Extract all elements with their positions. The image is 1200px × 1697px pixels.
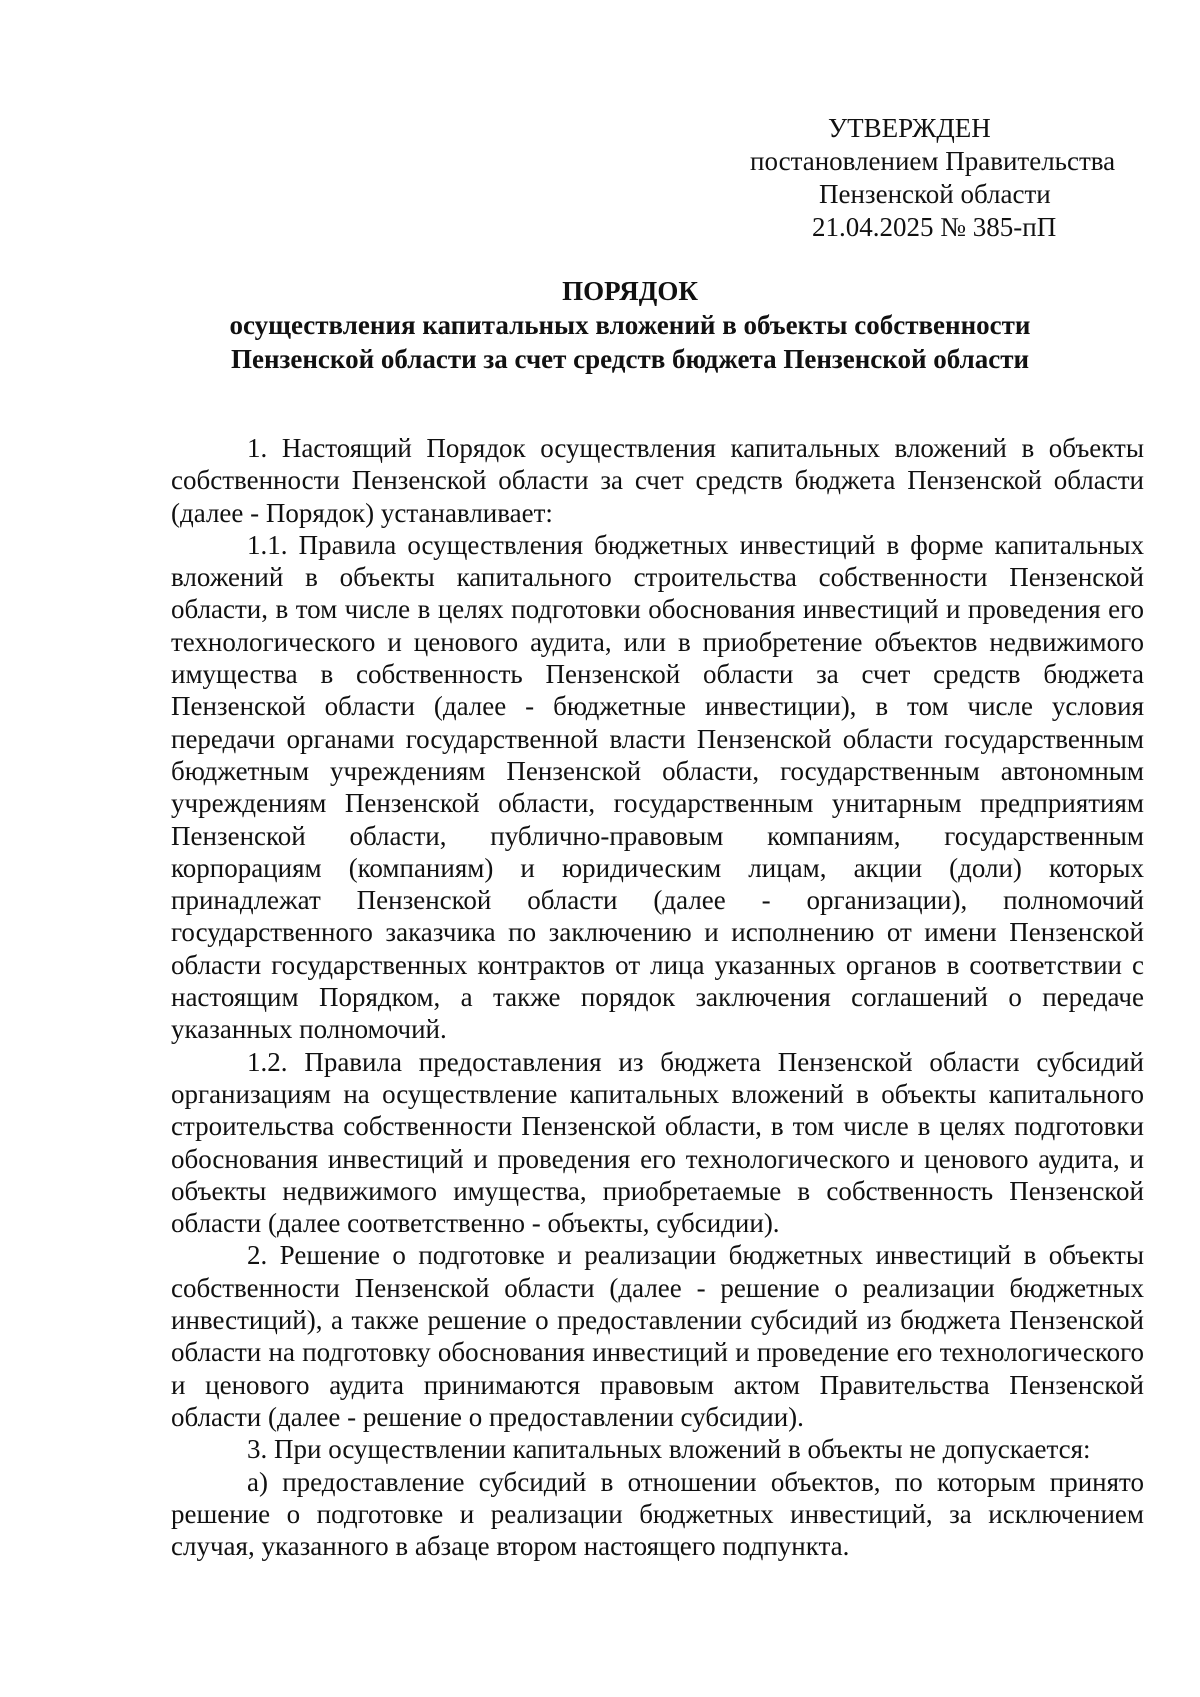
title-subtitle-line-1: осуществления капитальных вложений в объекты собственности bbox=[229, 310, 1031, 340]
paragraph-2: 2. Решение о подготовке и реализации бюджетных инвестиций в объекты собственности Пензенской области (далее - решение о реализации бюджетных инвестиций), а также решение о предоставлении субсидий из бюджета Пензенской области на подготовку обоснования инвестиций и проведение его технологического и ценового аудита принимаются правовым актом Правительства Пензенской области (далее - решение о предоставлении субсидии). bbox=[171, 1240, 1144, 1432]
title-subtitle-line-2: Пензенской области за счет средств бюджета Пензенской области bbox=[230, 344, 1030, 374]
approval-resolution-line: постановлением Правительства bbox=[750, 146, 1116, 176]
document-title bbox=[170, 274, 1090, 376]
paragraph-1: 1. Настоящий Порядок осуществления капитальных вложений в объекты собственности Пензенской области за счет средств бюджета Пензенской области (далее - Порядок) устанавливает: bbox=[171, 433, 1144, 528]
paragraph-1-2: 1.2. Правила предоставления из бюджета Пензенской области субсидий организациям на осуществление капитальных вложений в объекты капитального строительства собственности Пензенской области, в том числе в целях подготовки обоснования инвестиций и проведения его технологического и ценового аудита, и объекты недвижимого имущества, приобретаемые в собственность Пензенской области (далее соответственно - объекты, субсидии). bbox=[171, 1046, 1144, 1239]
title-heading: ПОРЯДОК bbox=[562, 276, 698, 306]
paragraph-1-1: 1.1. Правила осуществления бюджетных инвестиций в форме капитальных вложений в объекты капитального строительства собственности Пензенской области, в том числе в целях подготовки обоснования инвестиций и проведения его технологического и ценового аудита, или в приобретение объектов недвижимого имущества в собственность Пензенской области за счет средств бюджета Пензенской области (далее - бюджетные инвестиции), в том числе условия передачи органами государственной власти Пензенской области государственным бюджетным учреждениям Пензенской области, государственным автономным учреждениям Пензенской области, государственным унитарным предприятиям Пензенской области, публично-правовым компаниям, государственным корпорациям (компаниям) и юридическим лицам, акции (доли) которых принадлежат Пензенской области (далее - организации), полномочий государственного заказчика по заключению и исполнению от имени Пензенской области государственных контрактов от лица указанных органов в соответствии с настоящим Порядком, а также порядок заключения соглашений о передаче указанных полномочий. bbox=[171, 529, 1144, 1045]
paragraph-3-a: а) предоставление субсидий в отношении объектов, по которым принято решение о подготовке и реализации бюджетных инвестиций, за исключением случая, указанного в абзаце втором настоящего подпункта. bbox=[171, 1466, 1144, 1562]
document-body bbox=[171, 432, 1144, 1562]
paragraph-3: 3. При осуществлении капитальных вложений в объекты не допускается: bbox=[247, 1434, 1091, 1465]
approval-region-line: Пензенской области bbox=[819, 179, 1051, 209]
approval-approved-label: УТВЕРЖДЕН bbox=[828, 113, 991, 143]
approval-date-number: 21.04.2025 № 385-пП bbox=[812, 212, 1057, 242]
approval-stamp bbox=[700, 112, 1200, 244]
